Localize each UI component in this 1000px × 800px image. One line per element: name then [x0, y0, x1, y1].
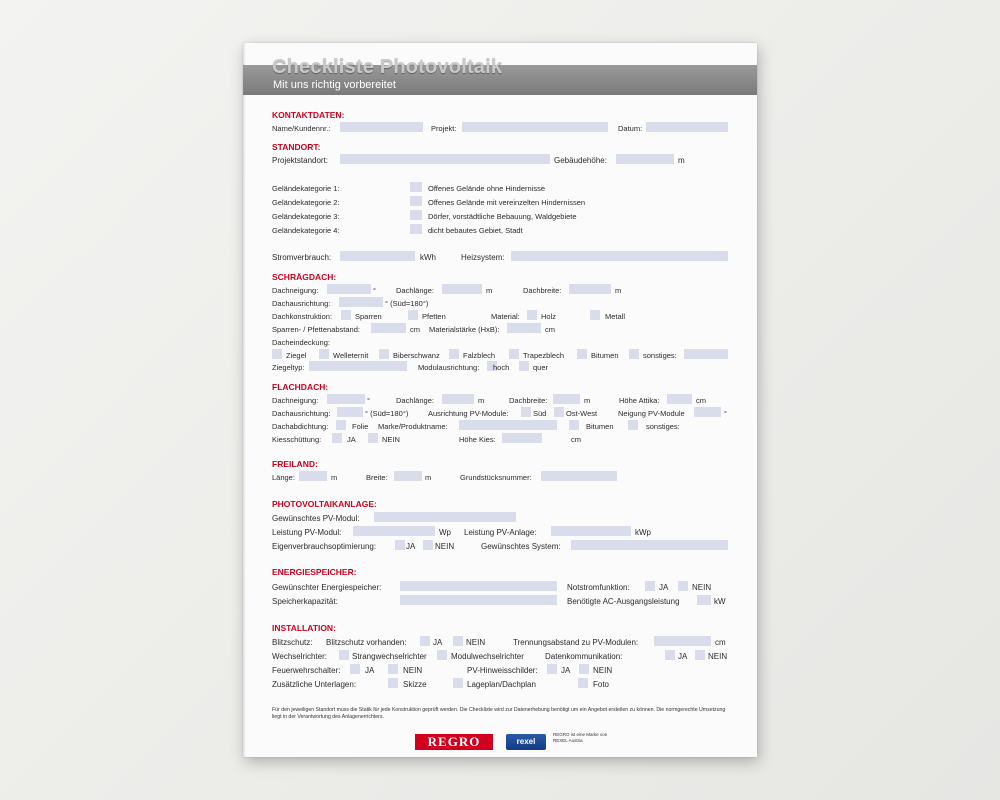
label-gk2: Geländekategorie 2:: [272, 198, 340, 207]
section-photovoltaikanlage: PHOTOVOLTAIKANLAGE:: [272, 499, 377, 509]
label-name: Name/Kundennr.:: [272, 124, 331, 133]
label-gew-speicher: Gewünschter Energiespeicher:: [272, 583, 382, 592]
unit-frei-m-1: m: [331, 473, 338, 482]
strom-field[interactable]: [340, 251, 415, 261]
label-hoehe-attika: Höhe Attika:: [619, 396, 660, 405]
label-flach-dachausrichtung: Dachausrichtung:: [272, 409, 331, 418]
label-dachlaenge: Dachlänge:: [396, 286, 434, 295]
unit-flach-m-2: m: [584, 396, 591, 405]
daten-nein-checkbox[interactable]: [695, 650, 705, 660]
label-blitz-vorhanden: Blitzschutz vorhanden:: [326, 638, 407, 647]
flach-sonstiges-checkbox[interactable]: [628, 420, 638, 430]
option-kies-nein: NEIN: [382, 435, 400, 444]
dachneigung-field[interactable]: [327, 284, 371, 294]
gk3-option: Dörfer, vorstädtliche Bebauung, Waldgebiete: [428, 212, 577, 221]
label-hinweis: PV-Hinweisschilder:: [467, 666, 538, 675]
option-feuer-nein: NEIN: [403, 666, 423, 675]
strang-checkbox[interactable]: [339, 650, 349, 660]
marke-field[interactable]: [459, 420, 557, 430]
gew-system-field[interactable]: [571, 540, 728, 550]
label-ziegeltyp: Ziegeltyp:: [272, 363, 305, 372]
notstrom-nein-checkbox[interactable]: [678, 581, 688, 591]
gk4-checkbox[interactable]: [410, 224, 422, 234]
label-projektstandort: Projektstandort:: [272, 156, 329, 165]
label-dachabdichtung: Dachabdichtung:: [272, 422, 329, 431]
option-pfetten: Pfetten: [422, 312, 446, 321]
label-gebaeudehoehe: Gebäudehöhe:: [554, 156, 607, 165]
ziegeltyp-field[interactable]: [309, 361, 407, 371]
label-kiesschuettung: Kiesschüttung:: [272, 435, 322, 444]
label-material: Material:: [491, 312, 520, 321]
blitz-ja-checkbox[interactable]: [420, 636, 430, 646]
label-eigenverbrauch: Eigenverbrauchsoptimierung:: [272, 542, 377, 551]
label-modulausrichtung: Modulausrichtung:: [418, 363, 480, 372]
pfetten-checkbox[interactable]: [408, 310, 418, 320]
hoehe-kies-field[interactable]: [502, 433, 542, 443]
label-neigung-pv: Neigung PV-Module: [618, 409, 685, 418]
label-ausrichtung-pv: Ausrichtung PV-Module:: [428, 409, 509, 418]
modulwr-checkbox[interactable]: [437, 650, 447, 660]
option-metall: Metall: [605, 312, 626, 321]
option-daten-ja: JA: [678, 652, 688, 661]
option-hoch: hoch: [493, 363, 510, 372]
unit-flach-m-1: m: [478, 396, 485, 405]
feuer-ja-checkbox[interactable]: [350, 664, 360, 674]
gebaeudehoehe-field[interactable]: [616, 154, 674, 164]
lageplan-checkbox[interactable]: [453, 678, 463, 688]
option-ziegel: Ziegel: [286, 351, 307, 360]
unit-kies-cm: cm: [571, 435, 581, 444]
sonstiges-checkbox[interactable]: [629, 349, 639, 359]
label-feuerwehr: Feuerwehrschalter:: [272, 666, 341, 675]
option-trapezblech: Trapezblech: [523, 351, 564, 360]
kies-nein-checkbox[interactable]: [368, 433, 378, 443]
option-eigen-nein: NEIN: [435, 542, 455, 551]
bitumen-checkbox[interactable]: [577, 349, 587, 359]
laenge-field[interactable]: [299, 471, 327, 481]
regro-logo: REGRO: [415, 734, 493, 750]
name-field[interactable]: [340, 122, 423, 132]
dachausrichtung-field[interactable]: [339, 297, 383, 307]
option-quer: quer: [533, 363, 549, 372]
datum-field[interactable]: [646, 122, 728, 132]
breite-field[interactable]: [394, 471, 422, 481]
footer-note: Für den jeweiligen Standort muss die Statik für jede Konstruktion geprüft werden. Die Checkliste wird zur Datenerhebung benötigt um ein Angebot erstellen zu können. Die normgerechte Umsetzung liegt in der Verantwortung des Anlagenerrichters.: [272, 707, 726, 720]
speicherkap-field[interactable]: [400, 595, 557, 605]
unit-m-1: m: [486, 286, 493, 295]
unit-m: m: [678, 156, 685, 165]
trennungsabstand-field[interactable]: [654, 636, 711, 646]
page-subtitle: Mit uns richtig vorbereitet: [273, 79, 396, 91]
ziegel-checkbox[interactable]: [272, 349, 282, 359]
unit-sued180: ° (Süd=180°): [385, 299, 429, 308]
projekt-field[interactable]: [462, 122, 608, 132]
eigen-nein-checkbox[interactable]: [423, 540, 433, 550]
label-leistung-modul: Leistung PV-Modul:: [272, 528, 342, 537]
leistung-anlage-field[interactable]: [551, 526, 631, 536]
label-breite: Breite:: [366, 473, 388, 482]
option-sparren: Sparren: [355, 312, 382, 321]
option-notstrom-ja: JA: [659, 583, 669, 592]
rexel-logo: rexel: [506, 734, 546, 750]
flach-dachbreite-field[interactable]: [553, 394, 580, 404]
section-schraegdach: SCHRÄGDACH:: [272, 272, 337, 282]
label-dachneigung: Dachneigung:: [272, 286, 319, 295]
option-foto: Foto: [593, 680, 610, 689]
option-falzblech: Falzblech: [463, 351, 496, 360]
page-title: Checkliste Photovoltaik: [272, 56, 503, 78]
option-folie: Folie: [352, 422, 369, 431]
flach-dachneigung-field[interactable]: [327, 394, 365, 404]
option-feuer-ja: JA: [365, 666, 375, 675]
ac-leistung-field[interactable]: [697, 595, 711, 605]
dachlaenge-field[interactable]: [442, 284, 482, 294]
falzblech-checkbox[interactable]: [449, 349, 459, 359]
section-installation: INSTALLATION:: [272, 623, 336, 633]
unit-cm-2: cm: [545, 325, 555, 334]
option-strang: Strangwechselrichter: [352, 652, 427, 661]
folie-checkbox[interactable]: [336, 420, 346, 430]
label-speicherkap: Speicherkapazität:: [272, 597, 338, 606]
projektstandort-field[interactable]: [340, 154, 550, 164]
option-ostwest: Ost-West: [566, 409, 598, 418]
option-kies-ja: JA: [347, 435, 356, 444]
section-freiland: FREILAND:: [272, 459, 318, 469]
label-trennungsabstand: Trennungsabstand zu PV-Modulen:: [513, 638, 639, 647]
leistung-modul-field[interactable]: [353, 526, 435, 536]
label-wechselrichter: Wechselrichter:: [272, 652, 327, 661]
label-gk1: Geländekategorie 1:: [272, 184, 340, 193]
unit-neigung-grad: °: [724, 409, 727, 418]
materialstaerke-field[interactable]: [507, 323, 541, 333]
label-datum: Datum:: [618, 124, 643, 133]
grundstueck-field[interactable]: [541, 471, 617, 481]
label-gk4: Geländekategorie 4:: [272, 226, 340, 235]
gew-speicher-field[interactable]: [400, 581, 557, 591]
label-materialstaerke: Materialstärke (HxB):: [429, 325, 500, 334]
biberschwanz-checkbox[interactable]: [379, 349, 389, 359]
option-lageplan: Lageplan/Dachplan: [467, 680, 536, 689]
label-blitzschutz: Blitzschutz:: [272, 638, 313, 647]
unit-frei-m-2: m: [425, 473, 432, 482]
sonstiges-field[interactable]: [684, 349, 728, 359]
gk3-checkbox[interactable]: [410, 210, 422, 220]
ostwest-checkbox[interactable]: [554, 407, 564, 417]
flach-bitumen-checkbox[interactable]: [569, 420, 579, 430]
label-gew-modul: Gewünschtes PV-Modul:: [272, 514, 360, 523]
trapezblech-checkbox[interactable]: [509, 349, 519, 359]
option-sued: Süd: [533, 409, 547, 418]
sparren-checkbox[interactable]: [341, 310, 351, 320]
gew-modul-field[interactable]: [374, 512, 516, 522]
option-flach-sonstiges: sonstiges:: [646, 422, 680, 431]
option-hinweis-ja: JA: [561, 666, 571, 675]
checklist-sheet: [243, 43, 757, 757]
label-flach-dachlaenge: Dachlänge:: [396, 396, 434, 405]
unit-trenn-cm: cm: [715, 638, 726, 647]
label-dachbreite: Dachbreite:: [523, 286, 562, 295]
option-skizze: Skizze: [403, 680, 427, 689]
label-gew-system: Gewünschtes System:: [481, 542, 561, 551]
foto-checkbox[interactable]: [578, 678, 588, 688]
option-sonstiges: sonstiges:: [643, 351, 677, 360]
unit-flach-grad: °: [367, 396, 370, 405]
flach-dachlaenge-field[interactable]: [442, 394, 474, 404]
option-flach-bitumen: Bitumen: [586, 422, 614, 431]
section-flachdach: FLACHDACH:: [272, 382, 329, 392]
label-laenge: Länge:: [272, 473, 295, 482]
unit-m-2: m: [615, 286, 622, 295]
label-abstand: Sparren- / Pfettenabstand:: [272, 325, 360, 334]
abstand-field[interactable]: [371, 323, 406, 333]
blitz-nein-checkbox[interactable]: [453, 636, 463, 646]
gk1-option: Offenes Gelände ohne Hindernisse: [428, 184, 546, 193]
label-gk3: Geländekategorie 3:: [272, 212, 340, 221]
section-standort: STANDORT:: [272, 142, 321, 152]
option-welleternit: Welleternit: [333, 351, 369, 360]
kies-ja-checkbox[interactable]: [332, 433, 342, 443]
option-blitz-ja: JA: [433, 638, 443, 647]
daten-ja-checkbox[interactable]: [665, 650, 675, 660]
brand-note: REGRO ist eine Marke von REXEL Austria: [553, 732, 608, 743]
label-dacheindeckung: Dacheindeckung:: [272, 338, 330, 347]
hinweis-ja-checkbox[interactable]: [547, 664, 557, 674]
label-unterlagen: Zusätzliche Unterlagen:: [272, 680, 357, 689]
option-blitz-nein: NEIN: [466, 638, 486, 647]
section-energiespeicher: ENERGIESPEICHER:: [272, 567, 357, 577]
feuer-nein-checkbox[interactable]: [388, 664, 398, 674]
option-hinweis-nein: NEIN: [593, 666, 613, 675]
holz-checkbox[interactable]: [527, 310, 537, 320]
label-hoehe-kies: Höhe Kies:: [459, 435, 496, 444]
label-notstrom: Notstromfunktion:: [567, 583, 630, 592]
notstrom-ja-checkbox[interactable]: [645, 581, 655, 591]
skizze-checkbox[interactable]: [388, 678, 398, 688]
label-projekt: Projekt:: [431, 124, 457, 133]
flach-dachausrichtung-field[interactable]: [337, 407, 363, 417]
label-flach-dachbreite: Dachbreite:: [509, 396, 548, 405]
option-holz: Holz: [541, 312, 557, 321]
sued-checkbox[interactable]: [521, 407, 531, 417]
label-marke: Marke/Produktname:: [378, 422, 448, 431]
eigen-ja-checkbox[interactable]: [395, 540, 405, 550]
unit-grad: °: [373, 286, 376, 295]
label-heiz: Heizsystem:: [461, 253, 505, 262]
unit-cm-1: cm: [410, 325, 420, 334]
label-leistung-anlage: Leistung PV-Anlage:: [464, 528, 537, 537]
option-daten-nein: NEIN: [708, 652, 728, 661]
gk4-option: dicht bebautes Gebiet, Stadt: [428, 226, 523, 235]
option-modulwr: Modulwechselrichter: [451, 652, 524, 661]
unit-flach-sued180: ° (Süd=180°): [365, 409, 409, 418]
heiz-field[interactable]: [511, 251, 728, 261]
unit-wp: Wp: [439, 528, 451, 537]
unit-kwp: kWp: [635, 528, 651, 537]
metall-checkbox[interactable]: [590, 310, 600, 320]
neigung-pv-field[interactable]: [694, 407, 721, 417]
unit-kwh: kWh: [420, 253, 436, 262]
option-biberschwanz: Biberschwanz: [393, 351, 440, 360]
sheet-spine: [243, 43, 246, 757]
option-notstrom-nein: NEIN: [692, 583, 712, 592]
label-datenkomm: Datenkommunikation:: [545, 652, 623, 661]
label-strom: Stromverbrauch:: [272, 253, 332, 262]
label-dachkonstruktion: Dachkonstruktion:: [272, 312, 333, 321]
gk2-checkbox[interactable]: [410, 196, 422, 206]
gk1-checkbox[interactable]: [410, 182, 422, 192]
unit-flach-cm: cm: [696, 396, 706, 405]
hoehe-attika-field[interactable]: [667, 394, 692, 404]
hinweis-nein-checkbox[interactable]: [579, 664, 589, 674]
gk2-option: Offenes Gelände mit vereinzelten Hindernissen: [428, 198, 586, 207]
welleternit-checkbox[interactable]: [319, 349, 329, 359]
quer-checkbox[interactable]: [519, 361, 529, 371]
option-bitumen: Bitumen: [591, 351, 619, 360]
option-eigen-ja: JA: [406, 542, 416, 551]
unit-kw: kW: [714, 597, 726, 606]
label-grundstueck: Grundstücksnummer:: [460, 473, 532, 482]
label-flach-dachneigung: Dachneigung:: [272, 396, 319, 405]
label-dachausrichtung: Dachausrichtung:: [272, 299, 331, 308]
label-ac-leistung: Benötigte AC-Ausgangsleistung: [567, 597, 680, 606]
dachbreite-field[interactable]: [569, 284, 611, 294]
section-kontaktdaten: KONTAKTDATEN:: [272, 110, 345, 120]
